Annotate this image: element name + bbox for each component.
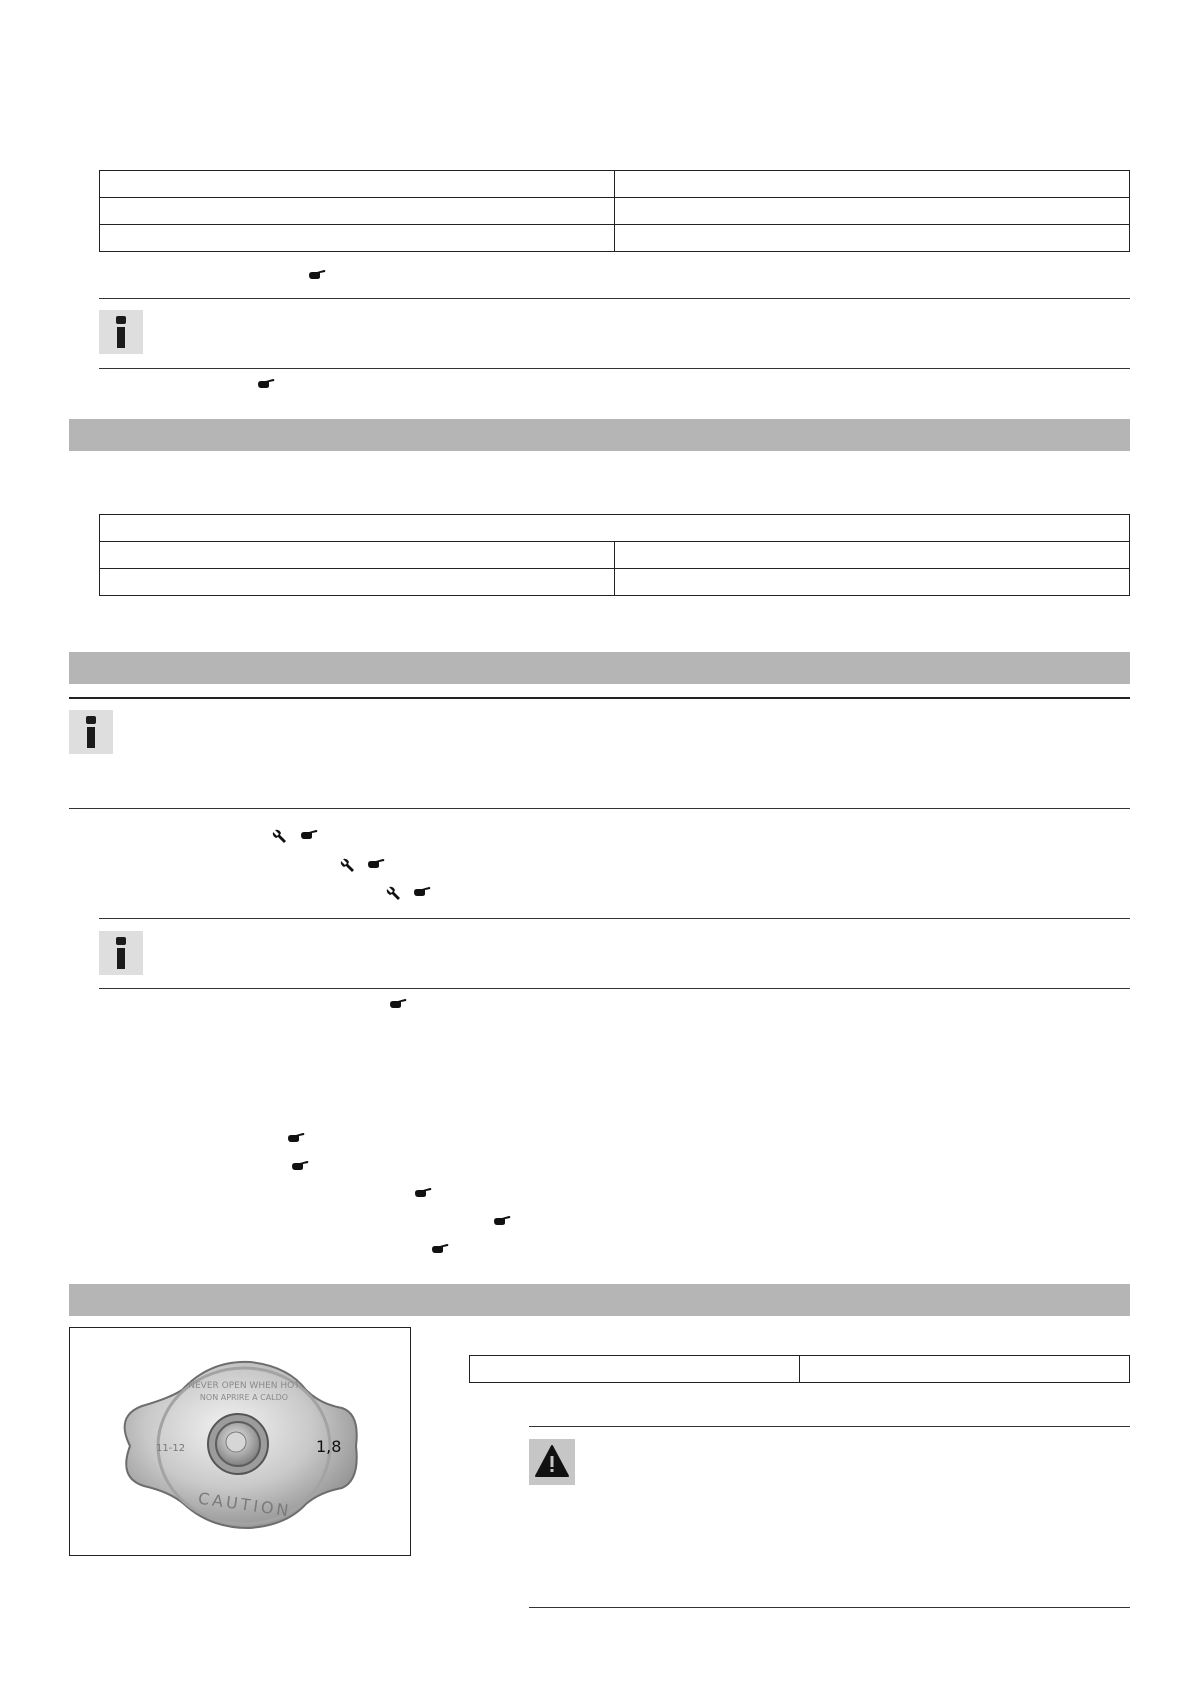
pointing-hand-icon <box>493 1215 511 1227</box>
table-cell <box>615 569 1130 596</box>
table-row <box>470 1356 1130 1383</box>
pointing-hand-icon <box>291 1160 309 1172</box>
spec-table-middle <box>99 514 1130 596</box>
svg-text:NEVER OPEN WHEN HOT: NEVER OPEN WHEN HOT <box>188 1381 300 1391</box>
warning-triangle-icon <box>529 1439 575 1485</box>
note-bottom-rule <box>69 808 1130 809</box>
note-top-rule <box>99 298 1130 299</box>
pointing-hand-icon <box>389 998 407 1010</box>
table-cell <box>100 198 615 225</box>
section-header-bar <box>69 652 1130 684</box>
table-row <box>100 569 1130 596</box>
pointing-hand-icon <box>431 1243 449 1255</box>
pointing-hand-icon <box>287 1132 305 1144</box>
table-row <box>100 515 1130 542</box>
pointing-hand-icon <box>413 886 431 898</box>
pointing-hand-icon <box>300 829 318 841</box>
cap-pressure-value: 1,8 <box>316 1437 342 1456</box>
table-row <box>100 171 1130 198</box>
table-row <box>100 198 1130 225</box>
table-cell <box>615 542 1130 569</box>
info-icon <box>69 710 113 754</box>
note-top-rule <box>69 697 1130 699</box>
note-top-rule <box>99 918 1130 919</box>
table-cell <box>100 569 615 596</box>
svg-text:NON APRIRE A CALDO: NON APRIRE A CALDO <box>199 1393 289 1402</box>
table-cell <box>800 1356 1130 1383</box>
table-cell <box>100 171 615 198</box>
note-bottom-rule <box>99 988 1130 989</box>
pointing-hand-icon <box>308 269 326 281</box>
table-cell <box>615 171 1130 198</box>
spec-table-top <box>99 170 1130 252</box>
table-cell <box>615 225 1130 252</box>
table-row <box>100 225 1130 252</box>
note-bottom-rule <box>99 368 1130 369</box>
cap-caution-text: CAUTION <box>196 1488 293 1521</box>
warning-box <box>529 1439 575 1485</box>
table-cell <box>470 1356 800 1383</box>
pointing-hand-icon <box>367 858 385 870</box>
section-header-bar <box>69 419 1130 451</box>
warning-bottom-rule <box>529 1607 1130 1608</box>
table-header-cell <box>100 515 1130 542</box>
table-cell <box>615 198 1130 225</box>
wrench-icon <box>386 885 402 901</box>
table-row <box>100 542 1130 569</box>
spec-table-bottom <box>469 1355 1130 1383</box>
warning-top-rule <box>529 1426 1130 1427</box>
wrench-icon <box>272 828 288 844</box>
wrench-icon <box>340 857 356 873</box>
cap-part-number: 11-12 <box>156 1443 186 1454</box>
pointing-hand-icon <box>414 1187 432 1199</box>
info-icon <box>99 310 143 354</box>
radiator-cap-illustration <box>70 1328 409 1554</box>
radiator-cap-photo <box>69 1327 411 1556</box>
section-header-bar <box>69 1284 1130 1316</box>
pointing-hand-icon <box>257 378 275 390</box>
info-icon <box>99 931 143 975</box>
table-cell <box>100 225 615 252</box>
table-cell <box>100 542 615 569</box>
